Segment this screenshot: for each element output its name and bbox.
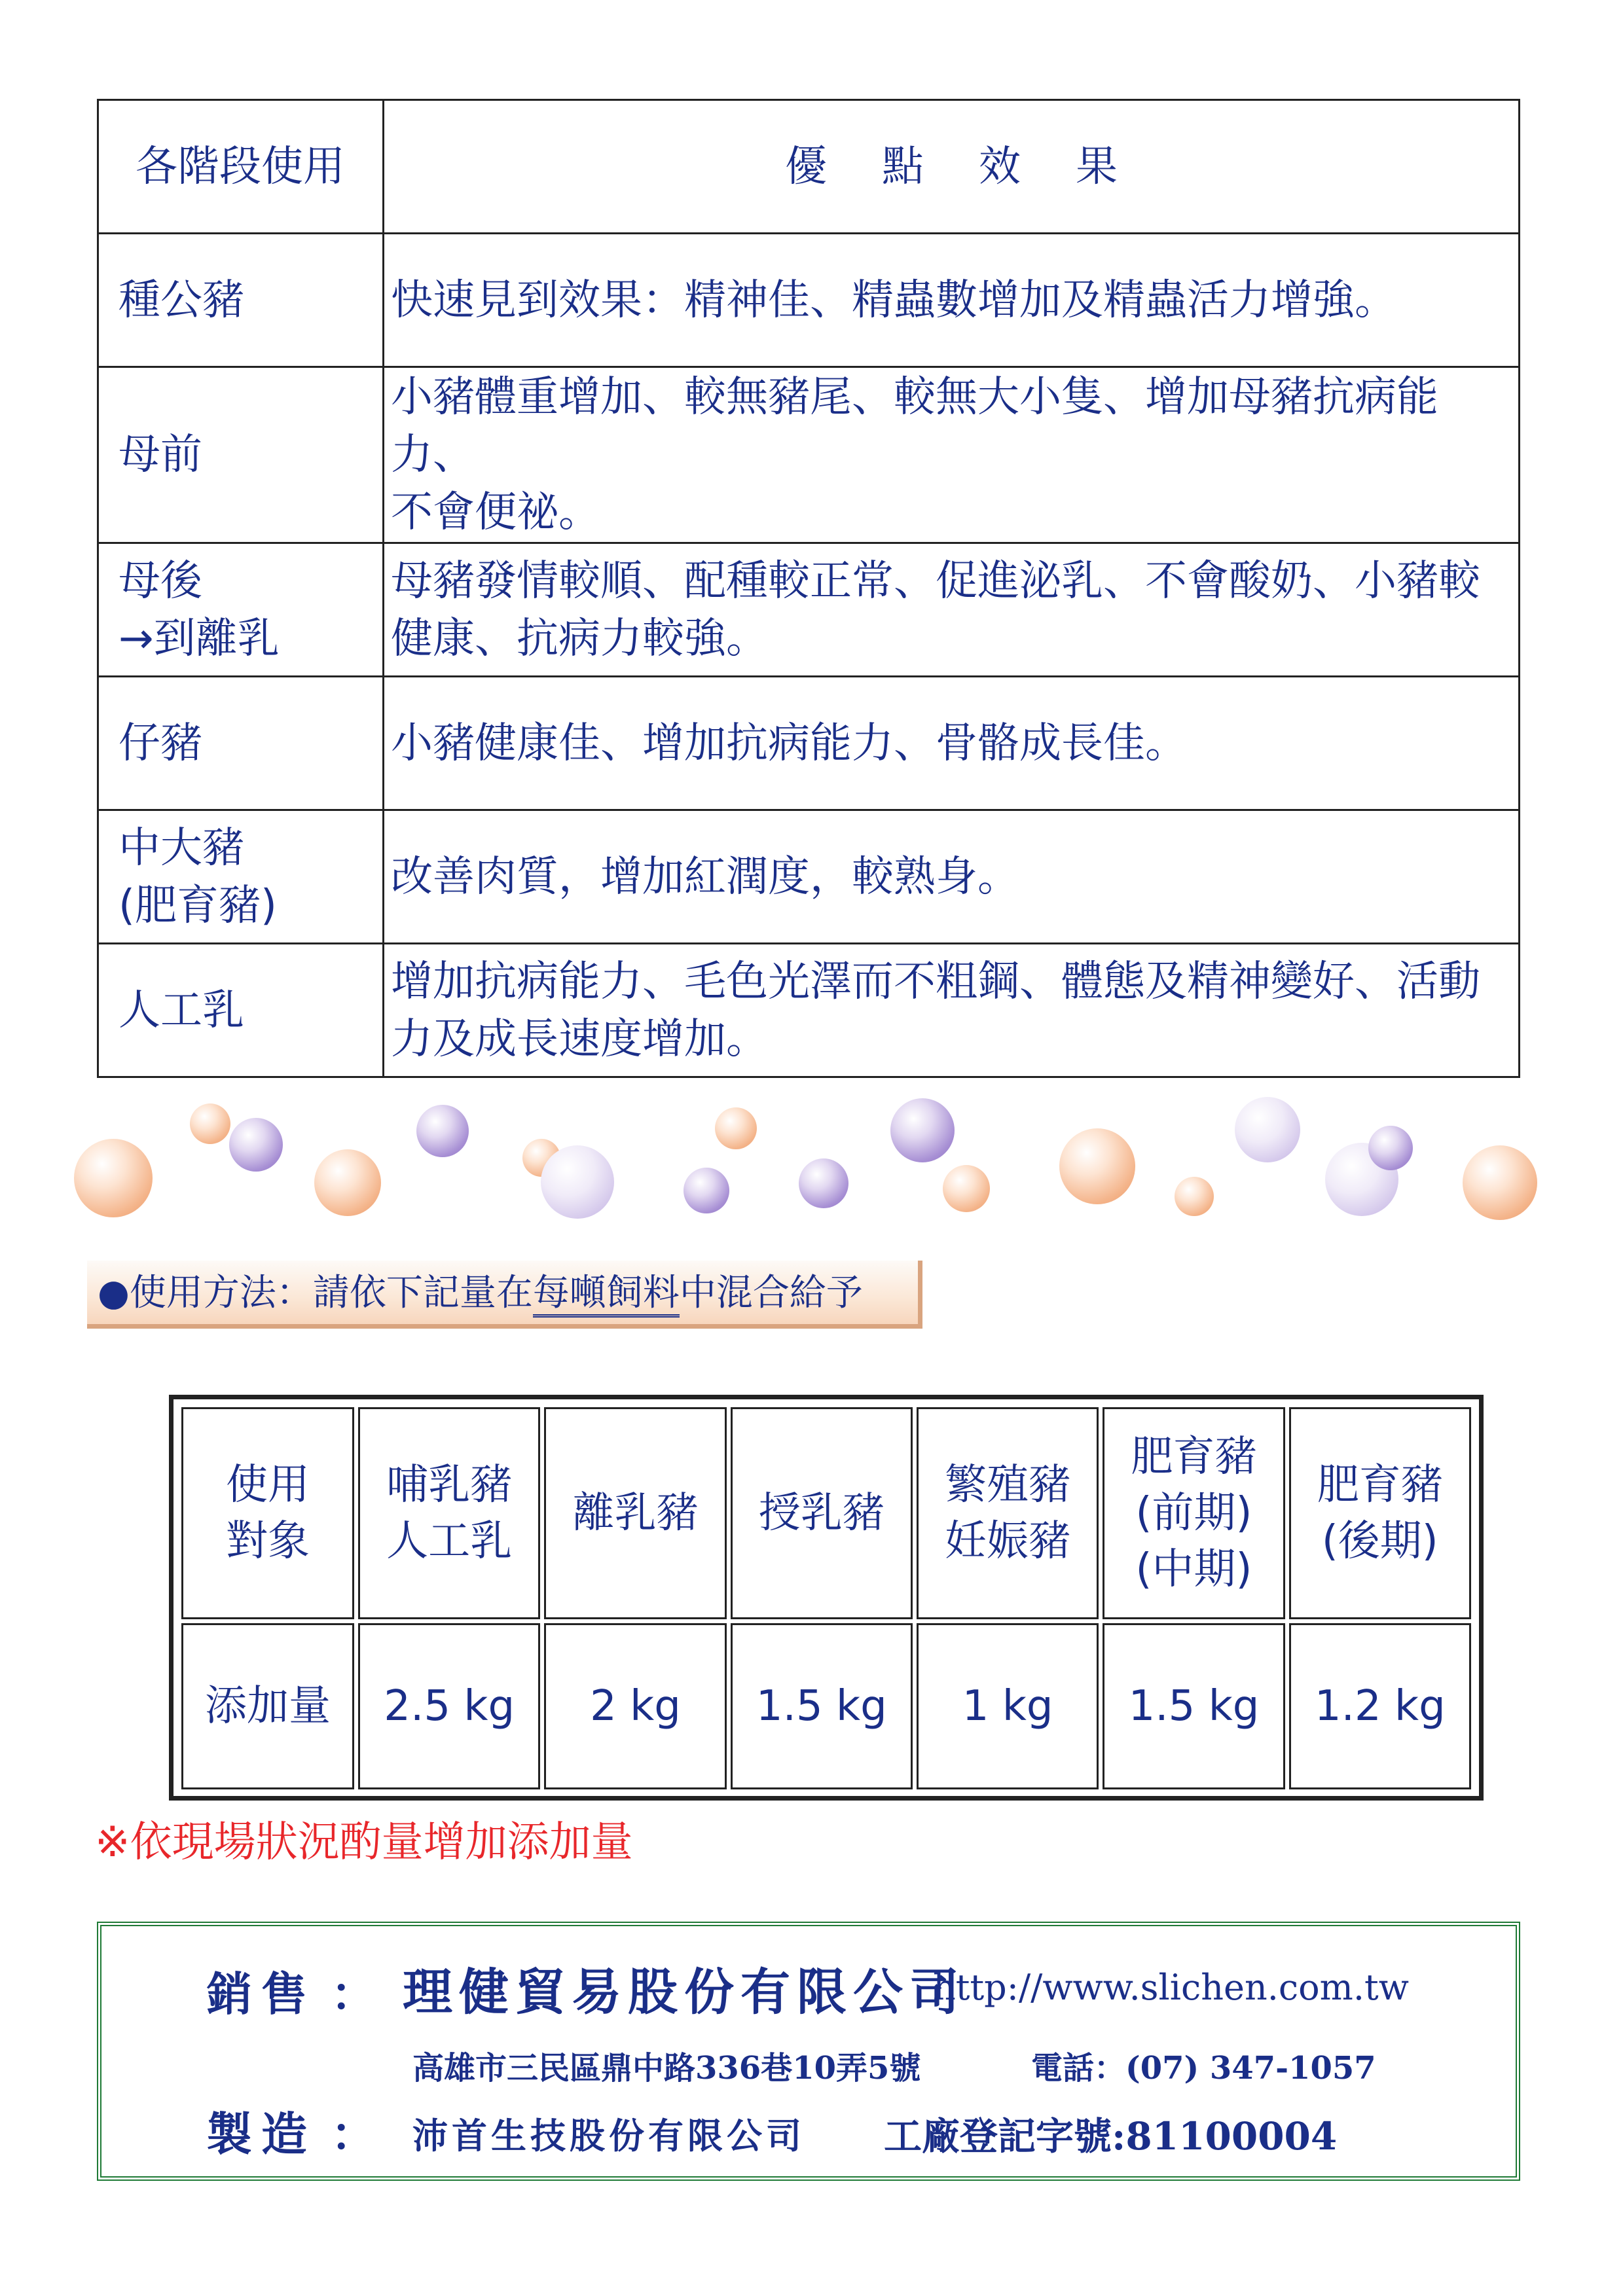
- bubble-decoration: [1463, 1145, 1537, 1220]
- sales-colon: ：: [331, 1967, 376, 2021]
- target-cell: [358, 1407, 540, 1619]
- benefit-cell: [384, 810, 1520, 944]
- amount-cell: 2.5 kg: [358, 1623, 540, 1789]
- target-cell: [731, 1407, 913, 1619]
- stage-text: (肥育豬): [119, 881, 277, 930]
- target-line: 繁殖豬: [945, 1461, 1071, 1509]
- manufacture-colon: ：: [331, 2107, 376, 2161]
- stage-cell: [98, 810, 384, 944]
- manufacturer-name: 沛首生技股份有限公司: [412, 2115, 805, 2157]
- benefit-cell: [384, 944, 1520, 1077]
- benefit-cell: [384, 234, 1520, 367]
- company-address: 高雄市三民區鼎中路336巷10弄5號: [412, 2050, 921, 2087]
- target-line: 妊娠豬: [945, 1517, 1071, 1566]
- table-row: [98, 367, 1520, 543]
- stage-text: 人工乳: [119, 986, 244, 1035]
- header-target-label: [181, 1407, 354, 1619]
- stage-text: 種公豬: [119, 276, 244, 325]
- amount-cell: 2 kg: [544, 1623, 726, 1789]
- target-cell: [1289, 1407, 1471, 1619]
- stage-cell: [98, 944, 384, 1077]
- bubble-decoration: [1059, 1128, 1135, 1204]
- benefit-text: 改善肉質，增加紅潤度，較熟身。: [391, 852, 1019, 901]
- bubble-decoration: [943, 1165, 990, 1212]
- bubble-decoration: [1175, 1177, 1214, 1216]
- stage-cell: [98, 677, 384, 810]
- header-line: 使用: [226, 1461, 310, 1509]
- benefit-text: 健康、抗病力較強。: [391, 614, 768, 663]
- bubble-decoration: [1368, 1126, 1413, 1170]
- stage-cell: [98, 543, 384, 677]
- target-line: (中期): [1135, 1545, 1252, 1594]
- bubble-decoration: [799, 1158, 848, 1208]
- decorative-bubbles: [0, 1073, 1623, 1270]
- amount-cell: 1.5 kg: [1103, 1623, 1285, 1789]
- dosage-table: [177, 1403, 1475, 1793]
- bullet-icon: ●: [98, 1272, 130, 1314]
- stage-text: →到離乳: [119, 614, 280, 663]
- amount-cell: 1.2 kg: [1289, 1623, 1471, 1789]
- bubble-decoration: [541, 1145, 614, 1219]
- bubble-decoration: [890, 1098, 955, 1162]
- stage-text: 中大豬: [119, 823, 244, 872]
- benefit-cell: [384, 367, 1520, 543]
- benefit-text: 增加抗病能力、毛色光澤而不粗鋼、體態及精神變好、活動: [391, 957, 1480, 1006]
- table-header-row: [98, 100, 1520, 234]
- header-line: 對象: [226, 1517, 310, 1566]
- stage-text: 母前: [119, 431, 202, 479]
- amount-cell: 1 kg: [917, 1623, 1099, 1789]
- sales-company: 理健貿易股份有限公司: [403, 1963, 966, 2021]
- usage-instructions-banner: [87, 1261, 922, 1329]
- stage-cell: [98, 367, 384, 543]
- target-line: 哺乳豬: [386, 1461, 513, 1509]
- table-row: [98, 677, 1520, 810]
- usage-prefix: 使用方法：請依下記量在: [129, 1272, 533, 1314]
- amount-cell: 1.5 kg: [731, 1623, 913, 1789]
- bubble-decoration: [229, 1118, 283, 1172]
- dosage-note: ※依現場狀況酌量增加添加量: [95, 1818, 633, 1867]
- company-url[interactable]: http://www.slichen.com.tw: [933, 1967, 1409, 2008]
- table-row: [98, 543, 1520, 677]
- benefit-text: 小豬體重增加、較無豬尾、較無大小隻、增加母豬抗病能力、: [391, 373, 1438, 479]
- bubble-decoration: [1235, 1097, 1300, 1162]
- benefit-text: 母豬發情較順、配種較正常、促進泌乳、不會酸奶、小豬較: [391, 556, 1480, 605]
- target-line: 人工乳: [386, 1517, 513, 1566]
- company-footer: [97, 1922, 1520, 2181]
- table-row: [98, 234, 1520, 367]
- benefit-text: 不會便祕。: [391, 488, 600, 537]
- stage-text: 母後: [119, 556, 202, 605]
- benefit-cell: [384, 677, 1520, 810]
- manufacture-label: 製造: [206, 2107, 316, 2161]
- target-line: (前期): [1135, 1489, 1252, 1537]
- stage-cell: [98, 234, 384, 367]
- header-benefit: 優點效果: [384, 100, 1520, 234]
- factory-registration: 工廠登記字號:81100004: [884, 2114, 1338, 2159]
- table-row: [98, 810, 1520, 944]
- target-line: 授乳豬: [758, 1489, 884, 1537]
- benefit-text: 小豬健康佳、增加抗病能力、骨骼成長佳。: [391, 719, 1187, 768]
- benefit-text: 快速見到效果：精神佳、精蟲數增加及精蟲活力增強。: [391, 276, 1396, 325]
- usage-underlined: 每噸飼料: [533, 1272, 680, 1318]
- header-stage: 各階段使用: [98, 100, 384, 234]
- bubble-decoration: [684, 1168, 729, 1213]
- stage-benefit-table: [97, 99, 1520, 1078]
- target-line: 離乳豬: [572, 1489, 699, 1537]
- bubble-decoration: [190, 1103, 230, 1144]
- target-line: (後期): [1321, 1517, 1438, 1566]
- amount-label: 添加量: [181, 1623, 354, 1789]
- bubble-decoration: [416, 1105, 469, 1157]
- target-line: 肥育豬: [1131, 1433, 1257, 1481]
- sales-label: 銷售: [206, 1967, 316, 2021]
- target-cell: [544, 1407, 726, 1619]
- stage-text: 仔豬: [119, 719, 202, 768]
- bubble-decoration: [74, 1139, 153, 1217]
- amount-row: [181, 1623, 1471, 1789]
- target-cell: [1103, 1407, 1285, 1619]
- target-line: 肥育豬: [1317, 1461, 1443, 1509]
- benefit-cell: [384, 543, 1520, 677]
- bubble-decoration: [314, 1149, 381, 1216]
- table-row: [98, 944, 1520, 1077]
- company-phone: 電話：(07) 347-1057: [1031, 2050, 1376, 2087]
- benefit-text: 力及成長速度增加。: [391, 1014, 768, 1064]
- target-cell: [917, 1407, 1099, 1619]
- target-row: [181, 1407, 1471, 1619]
- bubble-decoration: [715, 1107, 757, 1149]
- dosage-table-frame: [169, 1395, 1484, 1801]
- usage-suffix: 中混合給予: [679, 1272, 863, 1314]
